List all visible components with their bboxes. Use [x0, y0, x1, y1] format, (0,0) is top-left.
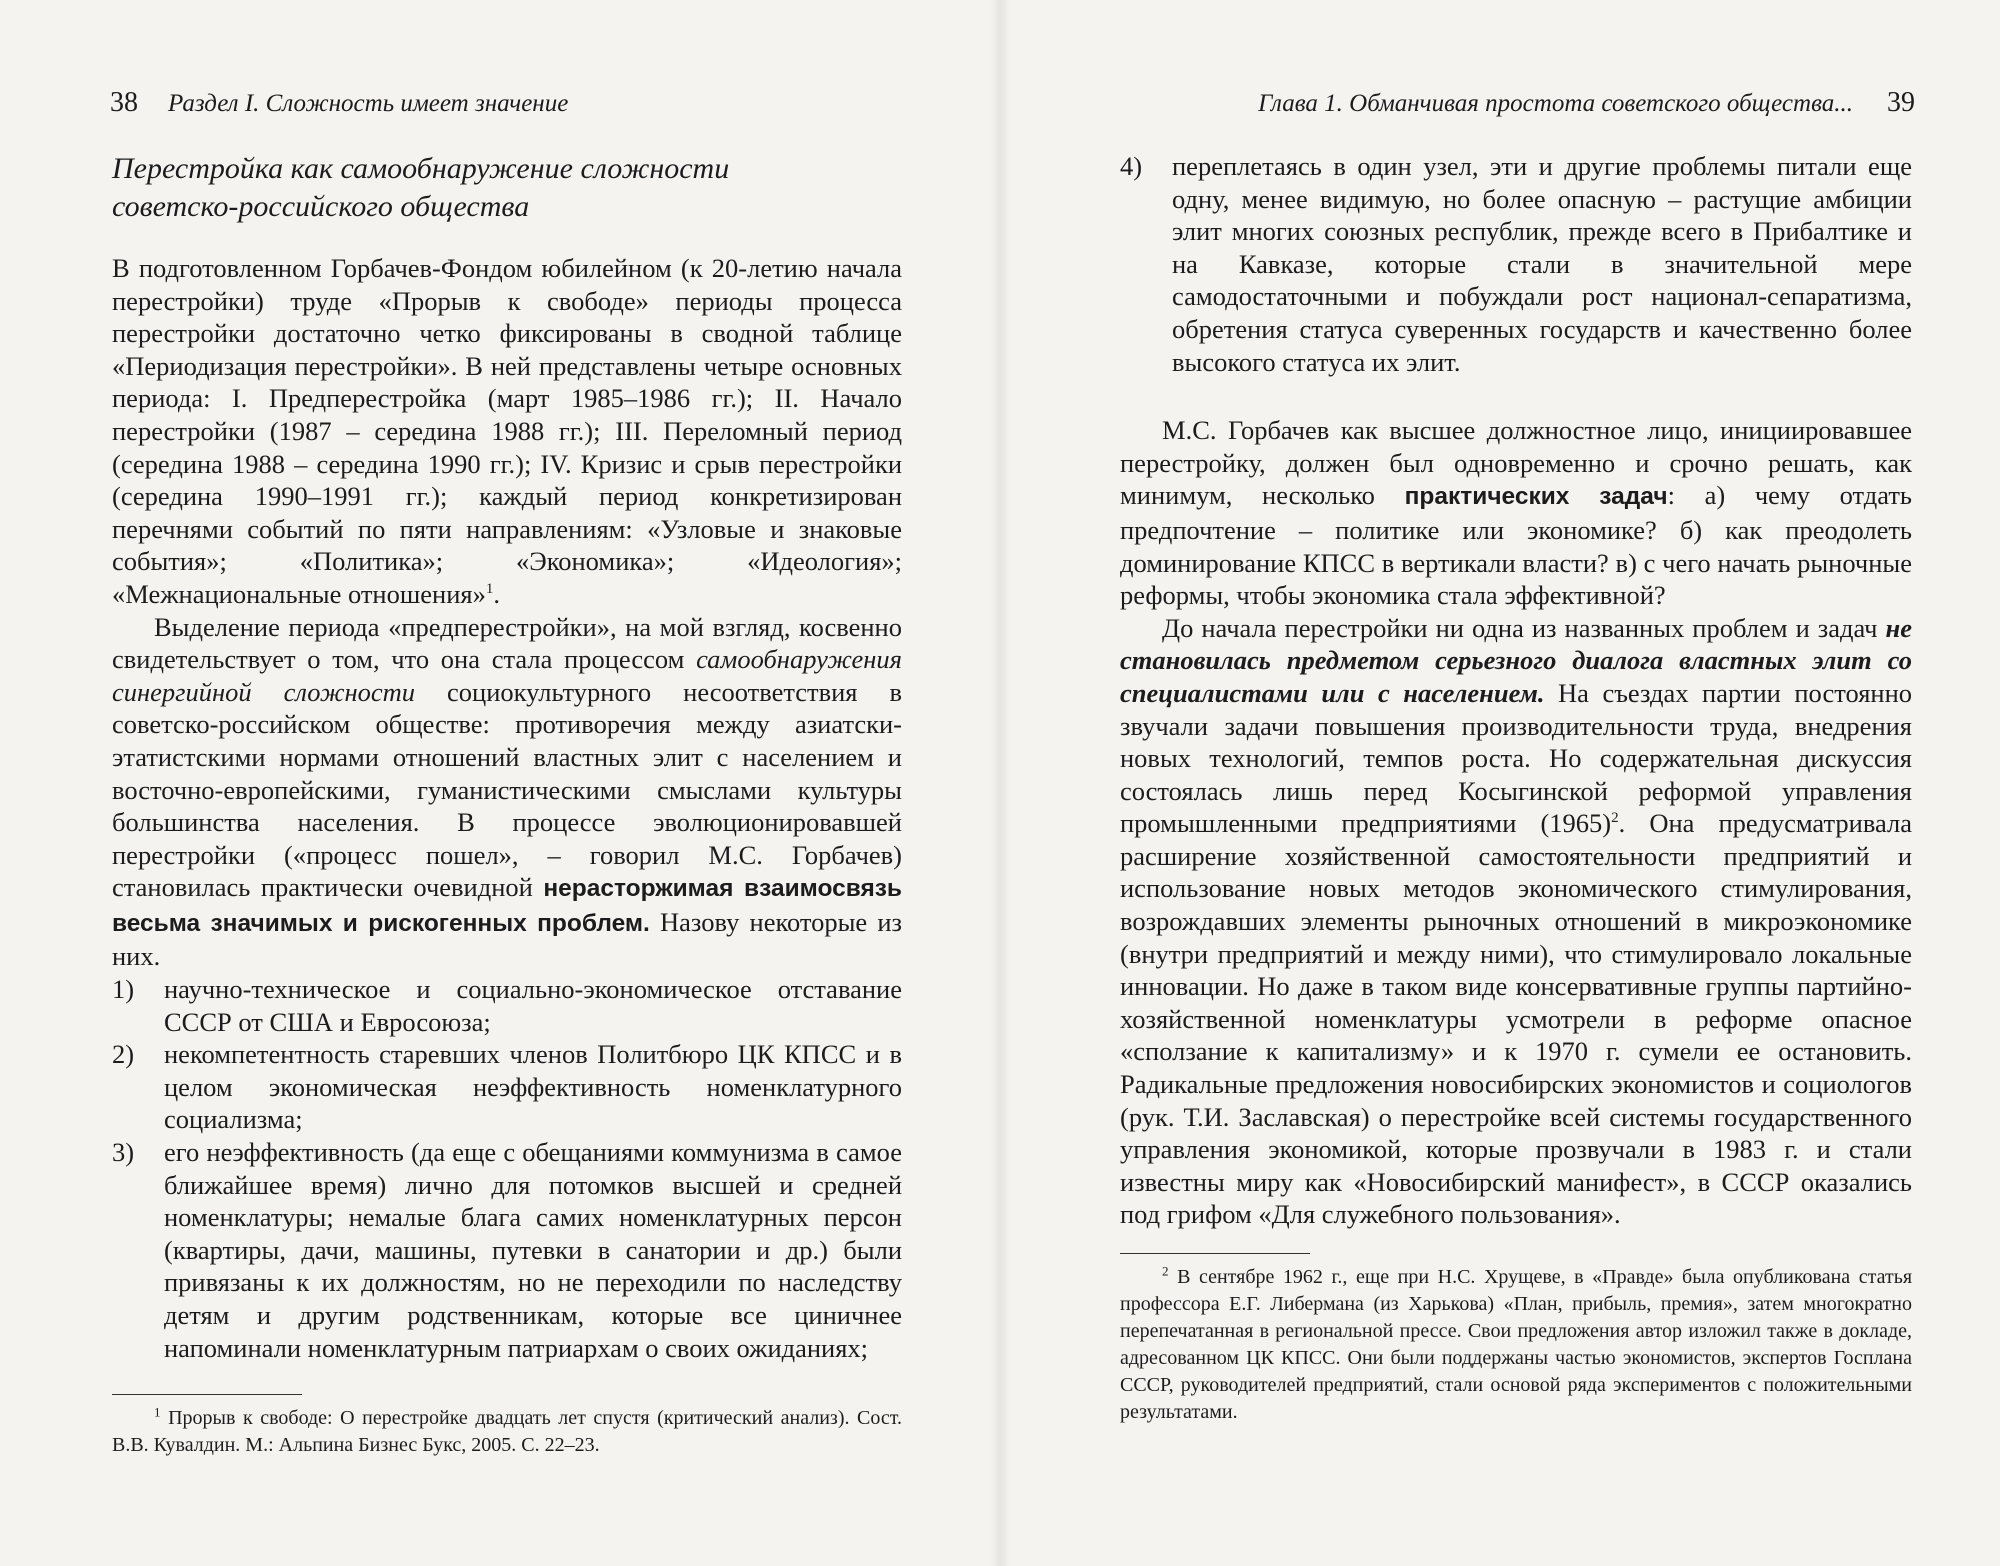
- section-title-line2: советско-российского общества: [112, 190, 530, 223]
- right-running-title: Глава 1. Обманчивая простота советского общества...: [1258, 90, 1853, 117]
- right-running-header: [1258, 86, 1915, 121]
- left-paragraph-2-b: социокультурного несоответствия в советско-российском обществе: противоречия между азиатски-этатистскими нормами отношений властных элит с населением и восточно-европейскими, гуманистическими смыслами культуры большинства населения. В процессе эволюционировавшей перестройки («процесс пошел», – говорил М.С. Горбачев) становилась практически очевидной: [112, 676, 902, 903]
- left-page: [0, 0, 990, 1566]
- section-title: [112, 150, 902, 226]
- list-item: [112, 1136, 902, 1364]
- right-footnotes: [1120, 1253, 1912, 1426]
- footnote-ref-2: 2: [1611, 810, 1619, 827]
- footnote-rule: [1120, 1253, 1310, 1254]
- footnote-ref-1: 1: [485, 581, 494, 598]
- section-title-line1: Перестройка как самообнаружение сложности: [112, 152, 730, 185]
- left-paragraph-1-text: В подготовленном Горбачев-Фондом юбилейном (к 20-летию начала перестройки) труде «Прорыв к свободе» периоды процесса перестройки достаточно четко фиксированы в сводной таблице «Периодизация перестройки». В ней представлены четыре основных периода: I. Предперестройка (март 1985–1986 гг.); II. Начало перестройки (1987 – середина 1988 гг.); III. Переломный период (середина 1988 – середина 1990 гг.); IV. Кризис и срыв перестройки (середина 1990–1991 гг.); каждый период конкретизирован перечнями событий по пяти направлениям: «Узловые и знаковые события»; «Политика»; «Экономика»; «Идеология»; «Межнациональные отношения»: [112, 253, 902, 609]
- right-paragraph-1-b: : а) чему отдать предпочтение – политике или экономике? б) как преодолеть доминирование КПСС в вертикали власти? в) с чего начать рыночные реформы, чтобы экономика стала эффективной?: [1120, 480, 1912, 611]
- left-text-column: [112, 150, 902, 1364]
- footnote-1-text: Прорыв к свободе: О перестройке двадцать лет спустя (критический анализ). Сост. В.В. Кувалдин. М.: Альпина Бизнес Букс, 2005. С. 22–23.: [112, 1407, 902, 1456]
- right-paragraph-2-c: . Она предусматривала расширение хозяйственной самостоятельности предприятий и использование новых методов экономического стимулирования, возрождавших элементы рыночных отношений в микроэкономике (внутри предприятий и между ними), что стимулировало локальные инновации. Но даже в таком виде консервативные группы партийно-хозяйственной номенклатуры усмотрели в реформе опасное «сползание к капитализму» и к 1970 г. сумели ее остановить. Радикальные предложения новосибирских экономистов и социологов (рук. Т.И. Заславская) о перестройке всей системы государственного управления экономикой, которые прозвучали в 1983 г. и стали известны миру как «Новосибирский манифест», в СССР оказались под грифом «Для служебного пользования».: [1120, 808, 1912, 1230]
- problem-list: [112, 973, 902, 1364]
- left-page-number: 38: [110, 87, 138, 118]
- right-paragraph-2-b: На съездах партии постоянно звучали задачи повышения производительности труда, внедрения новых технологий, темпов роста. Но содержательная дискуссия состоялась лишь перед Косыгинской реформой управления промышленными предприятиями (1965): [1120, 677, 1912, 839]
- footnote-2: [1120, 1264, 1912, 1426]
- list-item-text: его неэффективность (да еще с обещаниями коммунизма в самое ближайшее время) лично для потомков высшей и средней номенклатуры; немалые блага самих номенклатурных персон (квартиры, дачи, машины, путевки в санатории и др.) были привязаны к их должностям, но не переходили по наследству детям и другим родственникам, которые все циничнее напоминали номенклатурным патриархам о своих ожиданиях;: [164, 1137, 902, 1363]
- list-item-text: переплетаясь в один узел, эти и другие проблемы питали еще одну, менее видимую, но более опасную – растущие амбиции элит многих союзных республик, прежде всего в Прибалтике и на Кавказе, которые стали в значительной мере самодостаточными и побуждали рост национал-сепаратизма, обретения статуса суверенных государств и качественно более высокого статуса их элит.: [1172, 151, 1912, 377]
- right-paragraph-1-a: М.С. Горбачев как высшее должностное лицо, инициировавшее перестройку, должен был одновременно и срочно решать, как минимум, несколько: [1120, 415, 1912, 511]
- left-footnotes: [112, 1394, 902, 1459]
- footnote-1-mark: 1: [154, 1404, 161, 1420]
- list-item-number: 1): [112, 974, 135, 1005]
- footnote-rule: [112, 1394, 302, 1395]
- list-item: [112, 973, 902, 1038]
- list-item: [112, 1038, 902, 1136]
- right-paragraph-1: [1120, 414, 1912, 612]
- left-running-title: Раздел I. Сложность имеет значение: [168, 90, 569, 117]
- right-page: [1010, 0, 2000, 1566]
- problem-list-continued: [1120, 150, 1912, 378]
- right-text-column: [1120, 150, 1912, 1231]
- footnote-2-mark: 2: [1162, 1263, 1169, 1279]
- right-paragraph-2: [1120, 612, 1912, 1231]
- list-item-number: 4): [1120, 151, 1143, 181]
- left-paragraph-1: В подготовленном Горбачев-Фондом юбилейном (к 20-летию начала перестройки) труде «Прорыв к свободе» периоды процесса перестройки достаточно четко фиксированы в сводной таблице «Периодизация перестройки». В ней представлены четыре основных периода: I. Предперестройка (март 1985–1986 гг.); II. Начало перестройки (1987 – середина 1988 гг.); III. Переломный период (середина 1988 – середина 1990 гг.); IV. Кризис и срыв перестройки (середина 1990–1991 гг.); каждый период конкретизирован перечнями событий по пяти направлениям: «Узловые и знаковые события»; «Политика»; «Экономика»; «Идеология»; «Межнациональные отношения»$^1$.: [112, 253, 902, 609]
- left-running-header: [110, 86, 568, 121]
- left-paragraph-2-bold: нерасторжимая взаимосвязь весьма значимых и рискогенных проблем.: [112, 875, 902, 937]
- left-paragraph-2: [112, 611, 902, 974]
- list-item-number: 3): [112, 1137, 135, 1168]
- right-paragraph-1-bold: практических задач: [1404, 483, 1668, 511]
- right-page-number: 39: [1887, 87, 1915, 118]
- left-paragraph-2-italic: самообнаружения синергийной сложности: [112, 644, 902, 707]
- left-paragraph-2-a: Выделение периода «предперестройки», на мой взгляд, косвенно свидетельствует о том, что она стала процессом: [112, 611, 902, 675]
- book-gutter: [990, 0, 1010, 1566]
- footnote-2-text: В сентябре 1962 г., еще при Н.С. Хрущеве, в «Правде» была опубликована статья профессора Е.Г. Либермана (из Харькова) «План, прибыль, премия», затем многократно перепечатанная в региональной прессе. Свои предложения автор изложил также в докладе, адресованном ЦК КПСС. Они были поддержаны частью экономистов, экспертов Госплана СССР, руководителей предприятий, стали основой ряда экспериментов с положительными результатами.: [1120, 1266, 1913, 1423]
- right-paragraph-2-a: До начала перестройки ни одна из названных проблем и задач: [1162, 612, 1886, 643]
- left-paragraph-2-c: Назову некоторые из них.: [112, 906, 902, 972]
- list-item-text: научно-техническое и социально-экономическое отставание СССР от США и Евросоюза;: [164, 974, 902, 1037]
- list-item-text: некомпетентность старевших членов Политбюро ЦК КПСС и в целом экономическая неэффективность номенклатурного социализма;: [164, 1039, 902, 1135]
- list-item-number: 2): [112, 1039, 135, 1070]
- right-paragraph-2-bold-italic: не становилась предметом серьезного диалога властных элит со специалистами или с населением.: [1120, 612, 1912, 708]
- footnote-1: [112, 1405, 902, 1459]
- list-item: [1120, 150, 1912, 378]
